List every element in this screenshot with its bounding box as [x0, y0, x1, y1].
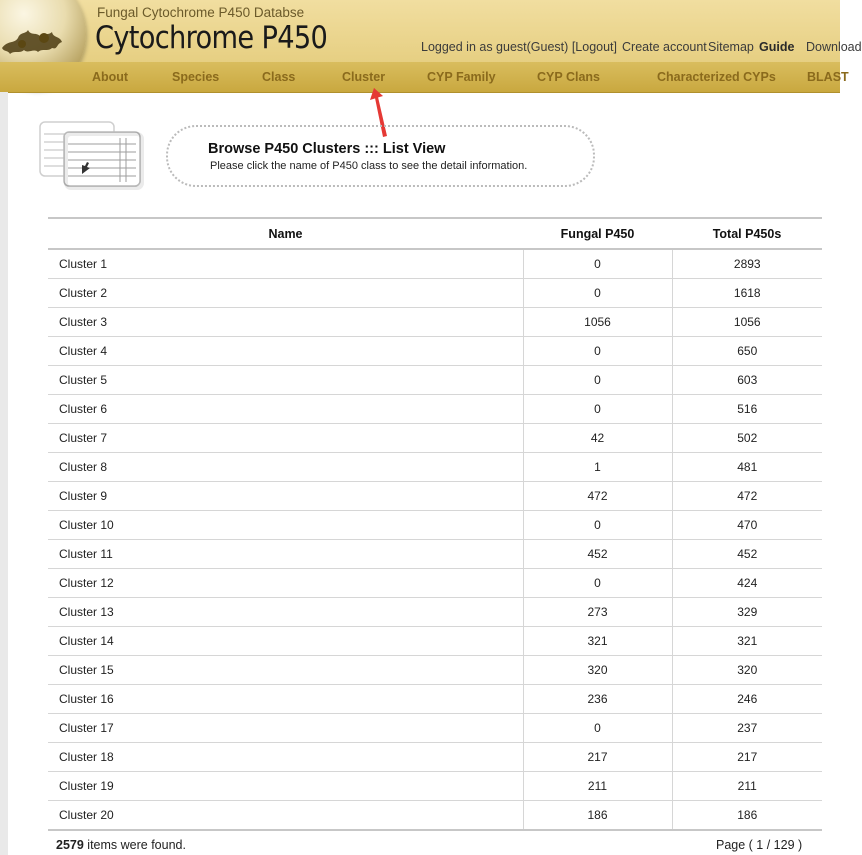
cluster-name-cell[interactable]: Cluster 5 [48, 366, 523, 395]
fungal-p450-cell: 0 [523, 279, 672, 308]
table-row[interactable] [48, 714, 822, 743]
cluster-name-cell[interactable]: Cluster 14 [48, 627, 523, 656]
total-p450s-cell: 603 [672, 366, 822, 395]
cluster-name-cell[interactable]: Cluster 4 [48, 337, 523, 366]
cluster-name-cell[interactable]: Cluster 16 [48, 685, 523, 714]
result-count [56, 838, 186, 852]
fungal-p450-cell: 320 [523, 656, 672, 685]
table-row[interactable] [48, 569, 822, 598]
fungal-p450-cell: 0 [523, 366, 672, 395]
fungal-p450-cell: 0 [523, 569, 672, 598]
total-p450s-cell: 452 [672, 540, 822, 569]
table-row[interactable] [48, 279, 822, 308]
left-shadow-strip [0, 92, 8, 855]
table-row[interactable] [48, 337, 822, 366]
result-count-number: 2579 [56, 838, 84, 852]
table-row[interactable] [48, 656, 822, 685]
nav-cyp-family[interactable]: CYP Family [427, 70, 496, 84]
cluster-name-cell[interactable]: Cluster 10 [48, 511, 523, 540]
site-subtitle: Fungal Cytochrome P450 Databse [97, 5, 305, 20]
result-count-suffix: items were found. [87, 838, 186, 852]
nav-cluster[interactable]: Cluster [342, 70, 386, 84]
column-header-total-p450s[interactable]: Total P450s [672, 218, 822, 249]
fungal-p450-cell: 0 [523, 511, 672, 540]
fungal-p450-cell: 321 [523, 627, 672, 656]
total-p450s-cell: 211 [672, 772, 822, 801]
column-header-fungal-p450[interactable]: Fungal P450 [523, 218, 672, 249]
fungal-p450-cell: 1 [523, 453, 672, 482]
total-p450s-cell: 1618 [672, 279, 822, 308]
total-p450s-cell: 237 [672, 714, 822, 743]
total-p450s-cell: 321 [672, 627, 822, 656]
main-navigation [0, 62, 849, 93]
page-title-box [166, 125, 595, 187]
table-row[interactable] [48, 598, 822, 627]
cluster-name-cell[interactable]: Cluster 2 [48, 279, 523, 308]
table-row[interactable] [48, 308, 822, 337]
logout-link[interactable]: [Logout] [571, 40, 617, 54]
download-link[interactable]: Download [806, 40, 862, 54]
site-header [0, 0, 862, 92]
fungal-p450-cell: 186 [523, 801, 672, 831]
cluster-name-cell[interactable]: Cluster 13 [48, 598, 523, 627]
fungal-p450-cell: 0 [523, 395, 672, 424]
nav-cyp-clans[interactable]: CYP Clans [537, 70, 600, 84]
cluster-name-cell[interactable]: Cluster 20 [48, 801, 523, 831]
total-p450s-cell: 470 [672, 511, 822, 540]
table-row[interactable] [48, 743, 822, 772]
table-row[interactable] [48, 453, 822, 482]
table-row[interactable] [48, 685, 822, 714]
nav-blast[interactable]: BLAST [807, 70, 849, 84]
page-title: Browse P450 Clusters ::: List View [208, 141, 446, 157]
cluster-name-cell[interactable]: Cluster 1 [48, 249, 523, 279]
total-p450s-cell: 246 [672, 685, 822, 714]
total-p450s-cell: 650 [672, 337, 822, 366]
fungal-p450-cell: 211 [523, 772, 672, 801]
total-p450s-cell: 186 [672, 801, 822, 831]
total-p450s-cell: 516 [672, 395, 822, 424]
fungal-p450-cell: 472 [523, 482, 672, 511]
total-p450s-cell: 502 [672, 424, 822, 453]
fungal-p450-cell: 42 [523, 424, 672, 453]
table-row[interactable] [48, 772, 822, 801]
list-view-icon [36, 116, 144, 190]
cluster-name-cell[interactable]: Cluster 12 [48, 569, 523, 598]
total-p450s-cell: 424 [672, 569, 822, 598]
table-row[interactable] [48, 249, 822, 279]
fungus-logo-icon [0, 22, 70, 62]
pagination-info: Page ( 1 / 129 ) [716, 838, 803, 852]
table-row[interactable] [48, 511, 822, 540]
nav-characterized-cyps[interactable]: Characterized CYPs [657, 70, 776, 84]
cluster-name-cell[interactable]: Cluster 17 [48, 714, 523, 743]
fungal-p450-cell: 452 [523, 540, 672, 569]
cluster-name-cell[interactable]: Cluster 18 [48, 743, 523, 772]
cluster-name-cell[interactable]: Cluster 15 [48, 656, 523, 685]
page-description: Please click the name of P450 class to see the detail information. [210, 160, 528, 172]
total-p450s-cell: 481 [672, 453, 822, 482]
cluster-name-cell[interactable]: Cluster 7 [48, 424, 523, 453]
site-title[interactable]: Cytochrome P450 [95, 20, 328, 56]
table-row[interactable] [48, 395, 822, 424]
table-row[interactable] [48, 801, 822, 831]
fungal-p450-cell: 0 [523, 337, 672, 366]
fungal-p450-cell: 217 [523, 743, 672, 772]
table-row[interactable] [48, 540, 822, 569]
sitemap-link[interactable]: Sitemap [708, 40, 754, 54]
column-header-name[interactable]: Name [48, 218, 523, 249]
table-row[interactable] [48, 424, 822, 453]
cluster-name-cell[interactable]: Cluster 6 [48, 395, 523, 424]
table-row[interactable] [48, 366, 822, 395]
table-row[interactable] [48, 627, 822, 656]
cluster-name-cell[interactable]: Cluster 9 [48, 482, 523, 511]
fungal-p450-cell: 273 [523, 598, 672, 627]
fungal-p450-cell: 1056 [523, 308, 672, 337]
nav-class[interactable]: Class [262, 70, 296, 84]
fungal-p450-cell: 0 [523, 714, 672, 743]
total-p450s-cell: 320 [672, 656, 822, 685]
fungal-p450-cell: 0 [523, 249, 672, 279]
fungal-p450-cell: 236 [523, 685, 672, 714]
cluster-name-cell[interactable]: Cluster 11 [48, 540, 523, 569]
login-status-text: Logged in as guest(Guest) [421, 40, 569, 54]
cluster-name-cell[interactable]: Cluster 3 [48, 308, 523, 337]
nav-species[interactable]: Species [172, 70, 220, 84]
total-p450s-cell: 1056 [672, 308, 822, 337]
cluster-name-cell[interactable]: Cluster 19 [48, 772, 523, 801]
guide-link[interactable]: Guide [759, 40, 795, 54]
total-p450s-cell: 217 [672, 743, 822, 772]
total-p450s-cell: 472 [672, 482, 822, 511]
login-status [421, 40, 617, 54]
total-p450s-cell: 329 [672, 598, 822, 627]
total-p450s-cell: 2893 [672, 249, 822, 279]
cluster-name-cell[interactable]: Cluster 8 [48, 453, 523, 482]
create-account-link[interactable]: Create account [622, 40, 707, 54]
table-header-row [48, 218, 822, 249]
nav-about[interactable]: About [92, 70, 129, 84]
cluster-table [48, 217, 822, 831]
table-row[interactable] [48, 482, 822, 511]
